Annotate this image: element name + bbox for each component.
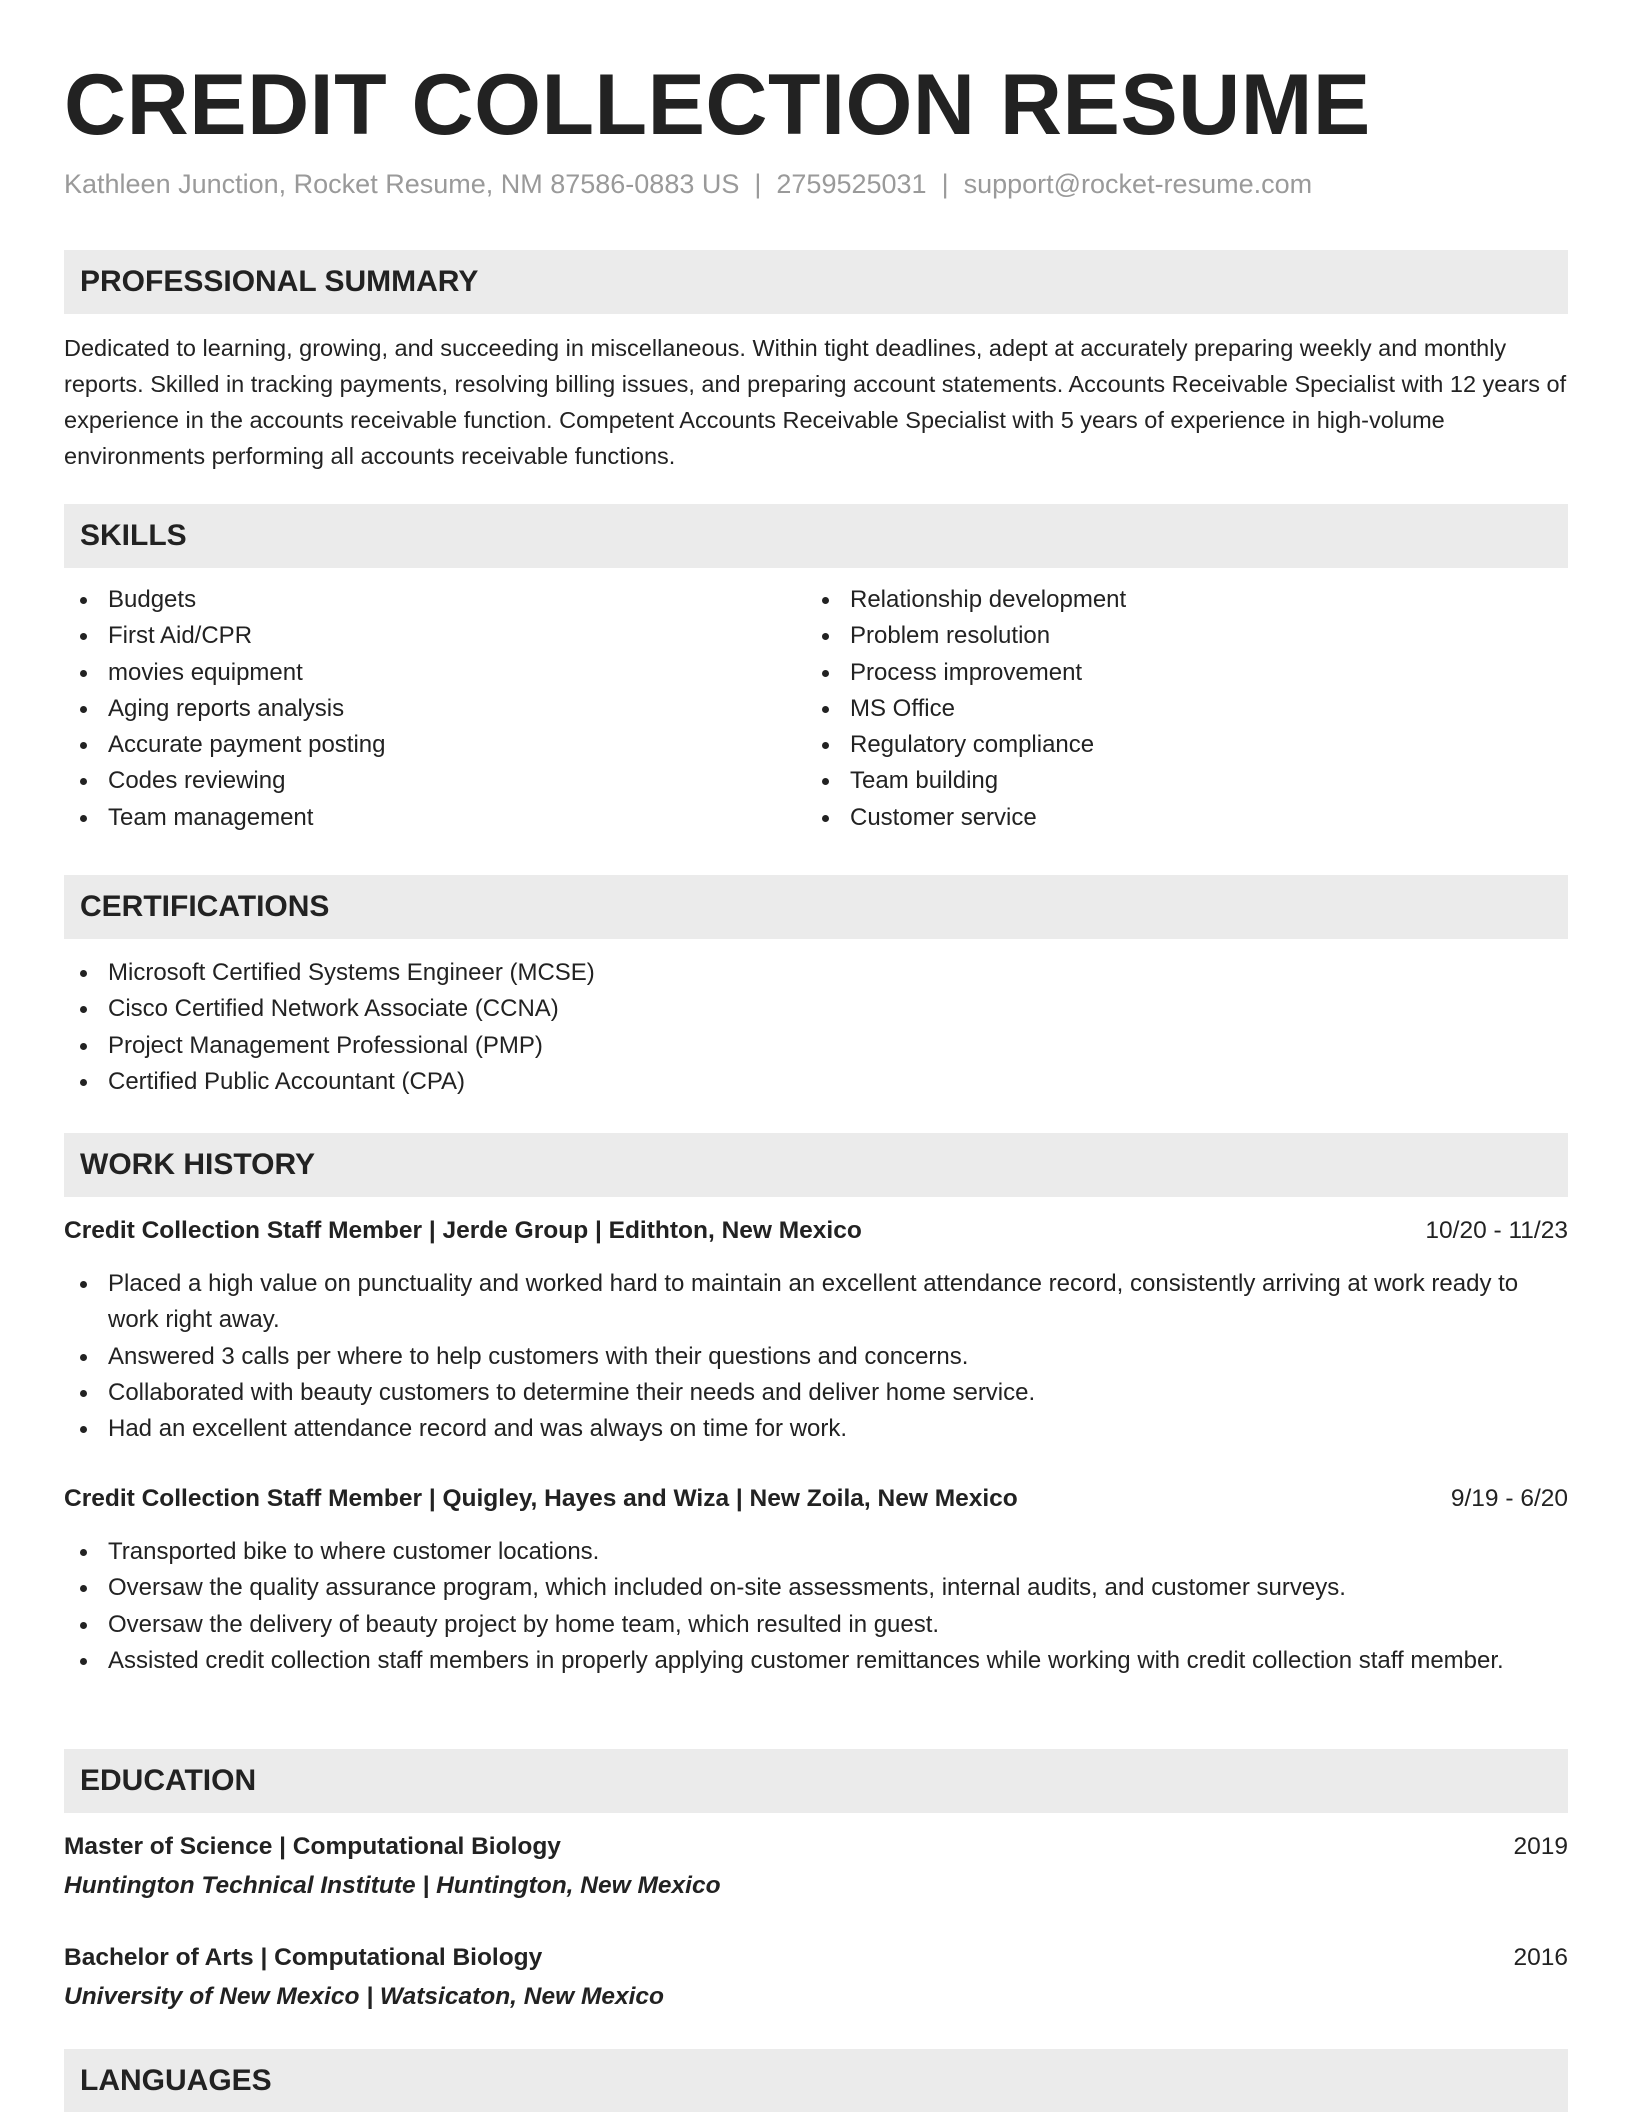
summary-text: Dedicated to learning, growing, and succeeding in miscellaneous. Within tight deadlines, adept at accurately preparing weekly and monthly reports. Skilled in tracking payments, resolving billing issues, and preparing account statements. Accounts Receivable Specialist with 12 years of experience in the accounts receivable function. Competent Accounts Receivable Specialist with 5 years of experience in high-volume environments performing all accounts receivable functions.	[64, 335, 1567, 469]
skill-item: MS Office	[806, 691, 1526, 727]
graduation-year: 2016	[1513, 1944, 1568, 1971]
certification-item: Certified Public Accountant (CPA)	[64, 1064, 1568, 1100]
certification-item: Microsoft Certified Systems Engineer (MCSE)	[64, 955, 1568, 991]
job-header	[64, 1481, 1568, 1517]
section-title: WORK HISTORY	[80, 1148, 316, 1181]
certification-item: Project Management Professional (PMP)	[64, 1028, 1568, 1064]
section-header-education	[64, 1749, 1568, 1813]
degree-title: Bachelor of Arts | Computational Biology	[64, 1944, 543, 1971]
contact-separator: |	[754, 169, 762, 199]
skill-item: Customer service	[806, 800, 1526, 836]
skill-item: movies equipment	[64, 655, 784, 691]
section-header-summary	[64, 250, 1568, 314]
contact-separator: |	[941, 169, 949, 199]
education-header	[64, 1940, 1568, 1976]
job-bullet: Placed a high value on punctuality and worked hard to maintain an excellent attendance record, consistently arriving at work ready to work right away.	[64, 1266, 1568, 1339]
skill-item: Team management	[64, 800, 784, 836]
skill-item: Regulatory compliance	[806, 727, 1526, 763]
job-bullet: Assisted credit collection staff members in properly applying customer remittances while working with credit collection staff member.	[64, 1643, 1568, 1679]
certification-item: Cisco Certified Network Associate (CCNA)	[64, 991, 1568, 1027]
contact-address: Kathleen Junction, Rocket Resume, NM 87586-0883 US	[64, 169, 740, 199]
job-header	[64, 1213, 1568, 1249]
contact-line	[64, 166, 1312, 202]
skill-item: Aging reports analysis	[64, 691, 784, 727]
section-title: CERTIFICATIONS	[80, 890, 330, 923]
skill-item: First Aid/CPR	[64, 618, 784, 654]
resume-title: CREDIT COLLECTION RESUME	[64, 57, 1371, 153]
section-title: LANGUAGES	[80, 2064, 272, 2097]
skill-item: Relationship development	[806, 582, 1526, 618]
degree-title: Master of Science | Computational Biology	[64, 1833, 561, 1860]
job-title: Credit Collection Staff Member | Quigley, Hayes and Wiza | New Zoila, New Mexico	[64, 1485, 1018, 1512]
section-title: EDUCATION	[80, 1764, 257, 1797]
skill-item: Budgets	[64, 582, 784, 618]
certifications-list	[64, 955, 1568, 1100]
job-bullet: Oversaw the quality assurance program, which included on-site assessments, internal audits, and customer surveys.	[64, 1570, 1568, 1606]
job-bullets	[64, 1534, 1568, 1679]
section-header-work-history	[64, 1133, 1568, 1197]
section-header-certifications	[64, 875, 1568, 939]
job-bullets	[64, 1266, 1568, 1447]
skill-item: Process improvement	[806, 655, 1526, 691]
skills-list-left	[64, 582, 784, 836]
education-header	[64, 1829, 1568, 1865]
skill-item: Problem resolution	[806, 618, 1526, 654]
job-bullet: Had an excellent attendance record and was always on time for work.	[64, 1411, 1568, 1447]
section-header-languages	[64, 2049, 1568, 2112]
job-bullet: Oversaw the delivery of beauty project by home team, which resulted in guest.	[64, 1607, 1568, 1643]
job-dates: 9/19 - 6/20	[1450, 1485, 1568, 1512]
section-title: PROFESSIONAL SUMMARY	[80, 265, 479, 298]
job-bullet: Collaborated with beauty customers to determine their needs and deliver home service.	[64, 1375, 1568, 1411]
contact-email: support@rocket-resume.com	[963, 169, 1313, 199]
job-bullet: Answered 3 calls per where to help customers with their questions and concerns.	[64, 1339, 1568, 1375]
skill-item: Codes reviewing	[64, 763, 784, 799]
skills-list-right	[806, 582, 1526, 836]
contact-phone: 2759525031	[776, 169, 927, 199]
skill-item: Accurate payment posting	[64, 727, 784, 763]
job-title: Credit Collection Staff Member | Jerde Group | Edithton, New Mexico	[64, 1217, 862, 1244]
section-title: SKILLS	[80, 519, 187, 552]
skill-item: Team building	[806, 763, 1526, 799]
graduation-year: 2019	[1513, 1833, 1568, 1860]
job-dates: 10/20 - 11/23	[1425, 1217, 1568, 1244]
school-name: University of New Mexico | Watsicaton, New Mexico	[64, 1983, 665, 2010]
school-name: Huntington Technical Institute | Huntington, New Mexico	[64, 1872, 721, 1899]
section-header-skills	[64, 504, 1568, 568]
job-bullet: Transported bike to where customer locations.	[64, 1534, 1568, 1570]
